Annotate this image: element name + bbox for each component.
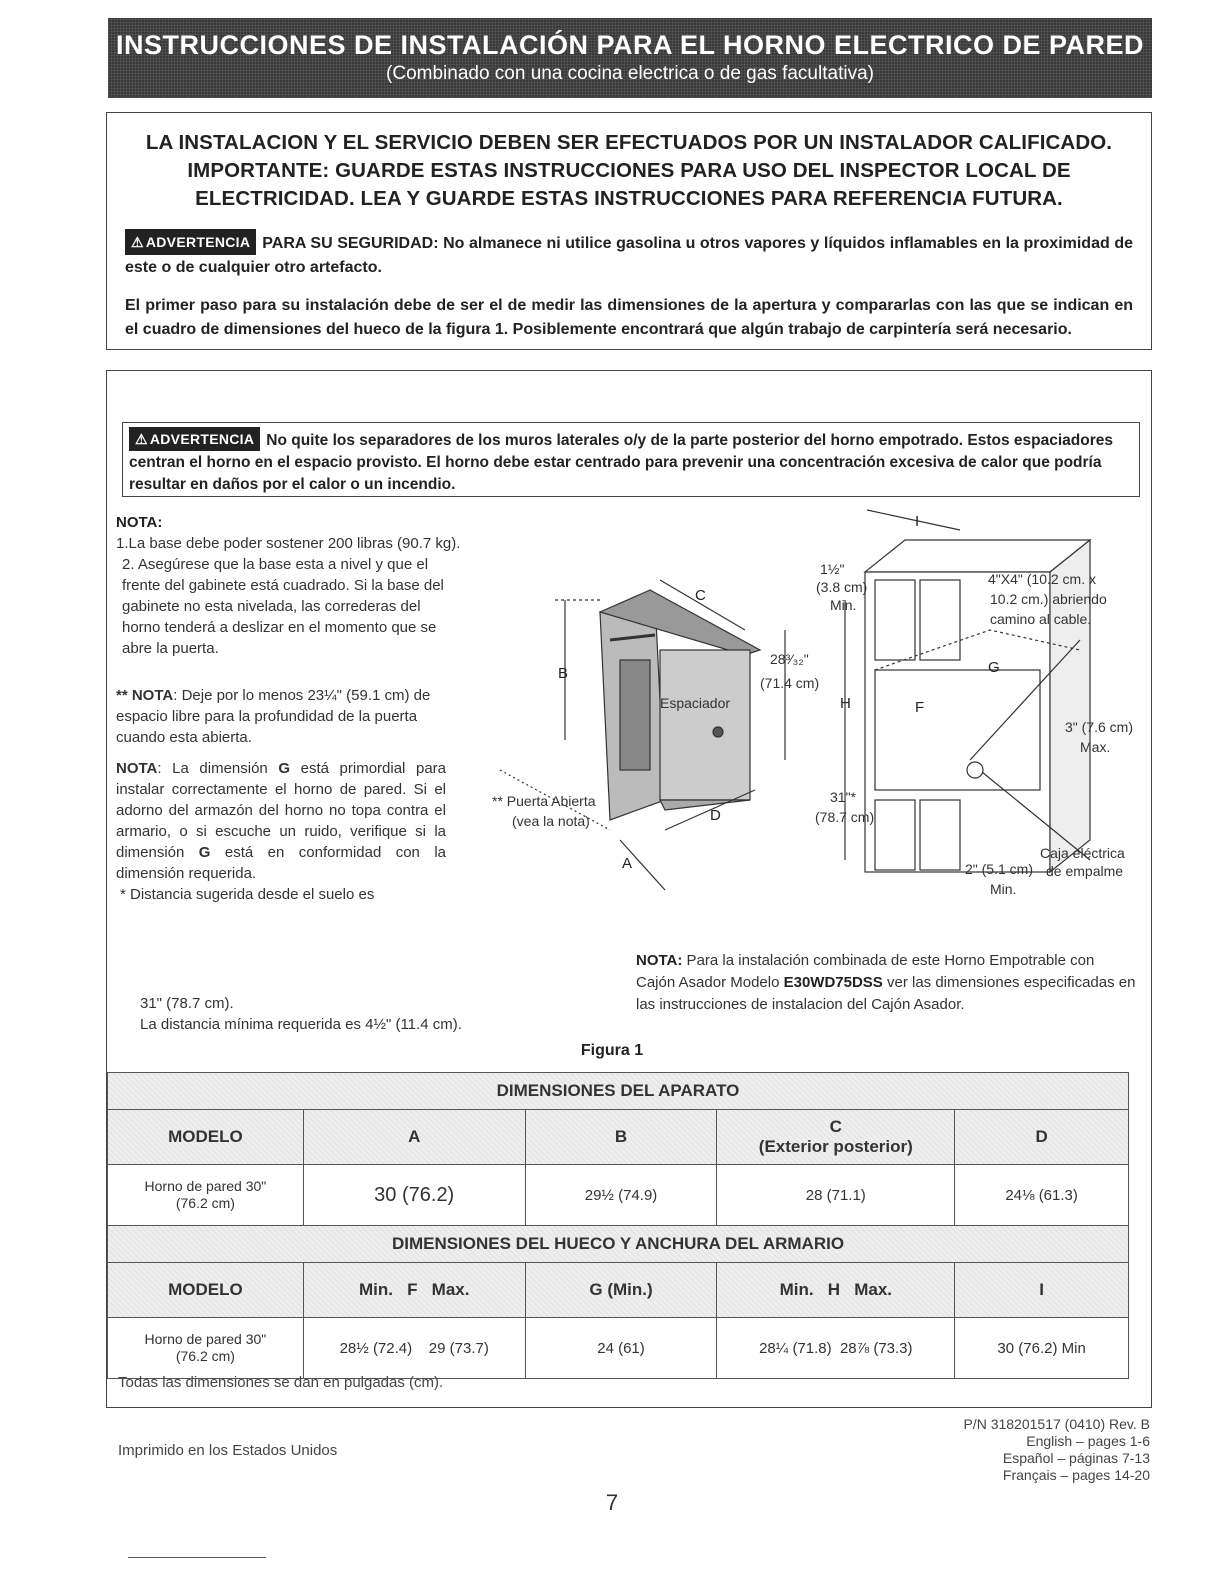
header-i: I: [955, 1263, 1129, 1318]
french-pages: Français – pages 14-20: [1002, 1467, 1150, 1483]
note-distance: * Distancia sugerida desde el suelo es: [120, 886, 375, 903]
dim-28: 28³⁄₃₂": [770, 651, 809, 667]
label-d: D: [710, 807, 721, 824]
dim-3-max-label: Max.: [1080, 739, 1111, 755]
table-row: [108, 1318, 1129, 1379]
warning-badge: ⚠ ADVERTENCIA: [125, 229, 256, 255]
spanish-pages: Español – páginas 7-13: [1002, 1450, 1150, 1466]
warning-triangle-icon: ⚠: [131, 234, 144, 250]
spacer-warning-text: No quite los separadores de los muros laterales o/y de la parte posterior del horno empotrado. Estos espaciadores centran el horno en el espacio provisto. El horno debe estar centrado para prevenir una concentración excesiva de calor que podría resultar en daños por el calor o un incendio.: [129, 432, 1113, 493]
note-dimension-g: NOTA: La dimensión G está primordial para instalar correctamente el horno de pared. Si el adorno del armazón del horno no topa contra el armario, o si escuche un ruido, verifique si la dimensión G está en conformidad con la dimensión requerida.: [116, 760, 446, 882]
note-item-1: 1.La base debe poder sostener 200 libras (90.7 kg).: [116, 535, 461, 552]
intro-box: [106, 112, 1152, 350]
note-item-2: 2. Asegúrese que la base esta a nivel y que el frente del gabinete está cuadrado. Si la base del gabinete no esta nivelada, las correderas del horno tenderá a deslizar en el momento que se abre la puerta.: [122, 556, 444, 657]
label-f: F: [915, 699, 925, 716]
value-c: 28 (71.1): [717, 1165, 955, 1226]
header-b: B: [525, 1110, 717, 1165]
header-d: D: [955, 1110, 1129, 1165]
page-number: 7: [605, 1490, 619, 1515]
open-door-note: (vea la nota): [512, 813, 590, 829]
dim-4x4-line1: 4"X4" (10.2 cm. x: [988, 571, 1096, 587]
distance-notes: [140, 993, 462, 1035]
value-i: 30 (76.2) Min: [955, 1318, 1129, 1379]
oven-diagram: [490, 500, 1155, 940]
header-model: MODELO: [108, 1110, 304, 1165]
notes-heading: NOTA:: [116, 514, 163, 531]
header-a: A: [303, 1110, 525, 1165]
junction-box-icon: [967, 762, 983, 778]
header-g: G (Min.): [525, 1263, 717, 1318]
label-b: B: [558, 665, 569, 682]
header-model-2: MODELO: [108, 1263, 304, 1318]
figure-1: [490, 500, 1155, 940]
model-cell: Horno de pared 30" (76.2 cm): [108, 1165, 304, 1226]
spacer-icon: [713, 727, 723, 737]
oven-side: [660, 650, 750, 800]
value-h: 28¼ (71.8) 28⅞ (73.3): [717, 1318, 955, 1379]
section-cutout-dims: DIMENSIONES DEL HUECO Y ANCHURA DEL ARMARIO: [108, 1226, 1129, 1263]
distance-value: 31" (78.7 cm).: [140, 995, 234, 1012]
part-number-block: [963, 1416, 1150, 1484]
safety-warning: [107, 229, 1151, 280]
warning-text: PARA SU SEGURIDAD: No almanece ni utilice gasolina u otros vapores y líquidos inflamables en la proximidad de este o de cualquier otro artefacto.: [125, 235, 1133, 276]
junction-box-label-2: de empalme: [1046, 863, 1124, 879]
dimensions-table: [107, 1072, 1129, 1379]
header-h: Min. H Max.: [717, 1263, 955, 1318]
intro-paragraph: El primer paso para su instalación debe de ser el de medir las dimensiones de la apertura y compararlas con las que se indican en el cuadro de dimensiones del hueco de la figura 1. Posiblemente encontrará que algún trabajo de carpintería será necesario.: [125, 297, 1133, 338]
section-appliance-dims: DIMENSIONES DEL APARATO: [108, 1073, 1129, 1110]
value-b: 29½ (74.9): [525, 1165, 717, 1226]
intro-heading: LA INSTALACION Y EL SERVICIO DEBEN SER EFECTUADOS POR UN INSTALADOR CALIFICADO. IMPORTANTE: GUARDE ESTAS INSTRUCCIONES PARA USO DEL INSPECTOR LOCAL DE ELECTRICIDAD. LEA Y GUARDE ESTAS INSTRUCCIONES PARA REFERENCIA FUTURA.: [145, 131, 1113, 210]
figure-caption: Figura 1: [580, 1042, 644, 1059]
value-g: 24 (61): [525, 1318, 717, 1379]
cabinet-side: [1050, 540, 1090, 872]
dim-min: Min.: [830, 597, 857, 613]
junction-box-label-1: Caja eléctrica: [1040, 845, 1125, 861]
warning-badge-2: ⚠ ADVERTENCIA: [129, 427, 260, 451]
dim-71-4: (71.4 cm): [760, 675, 820, 691]
dim-2-min-label: Min.: [990, 881, 1017, 897]
espaciador-label: Espaciador: [660, 695, 731, 711]
dim-3-max: 3" (7.6 cm): [1065, 719, 1133, 735]
table-row: [108, 1165, 1129, 1226]
open-door-label: ** Puerta Abierta: [492, 793, 596, 809]
distance-min: La distancia mínima requerida es 4½" (11.4 cm).: [140, 1016, 462, 1033]
dim-4x4-line2: 10.2 cm.) abriendo: [990, 591, 1107, 607]
dim-3-8: (3.8 cm): [816, 579, 868, 595]
header-f: Min. F Max.: [303, 1263, 525, 1318]
label-i: I: [915, 513, 920, 530]
broiler-note: NOTA: Para la instalación combinada de este Horno Empotrable con Cajón Asador Modelo E30WD75DSS ver las dimensiones especificadas en las instrucciones de instalacion del Cajón Asador.: [636, 952, 1136, 1013]
header-c: C (Exterior posterior): [717, 1110, 955, 1165]
value-f: 28½ (72.4) 29 (73.7): [303, 1318, 525, 1379]
dim-1-5: 1½": [820, 561, 845, 577]
part-number: P/N 318201517 (0410) Rev. B: [963, 1416, 1150, 1432]
printed-in: Imprimido en los Estados Unidos: [118, 1442, 338, 1459]
warning-triangle-icon: ⚠: [135, 431, 148, 447]
model-cell-2: Horno de pared 30" (76.2 cm): [108, 1318, 304, 1379]
title-banner: [108, 18, 1152, 98]
label-g: G: [988, 659, 1000, 676]
value-a: 30 (76.2): [303, 1165, 525, 1226]
english-pages: English – pages 1-6: [1026, 1433, 1150, 1449]
spacer-warning: [122, 422, 1140, 497]
label-a: A: [622, 855, 633, 872]
dim-31: 31"*: [830, 789, 856, 805]
dim-4x4-line3: camino al cable.: [990, 611, 1092, 627]
value-d: 24⅛ (61.3): [955, 1165, 1129, 1226]
dim-2-min: 2" (5.1 cm): [965, 861, 1033, 877]
note-door: ** NOTA: Deje por lo menos 23¼" (59.1 cm) de espacio libre para la profundidad de la puerta cuando esta abierta.: [116, 687, 431, 746]
page-title: INSTRUCCIONES DE INSTALACIÓN PARA EL HORNO ELECTRICO DE PARED: [115, 30, 1145, 60]
footer-rule: [128, 1557, 266, 1558]
label-c: C: [695, 587, 706, 604]
dimensions-footnote: Todas las dimensiones se dan en pulgadas (cm).: [118, 1374, 444, 1391]
oven-cutout: [875, 670, 1040, 790]
page-subtitle: (Combinado con una cocina electrica o de gas facultativa): [386, 63, 874, 84]
dim-78-7: (78.7 cm): [815, 809, 875, 825]
label-h: H: [840, 695, 851, 712]
